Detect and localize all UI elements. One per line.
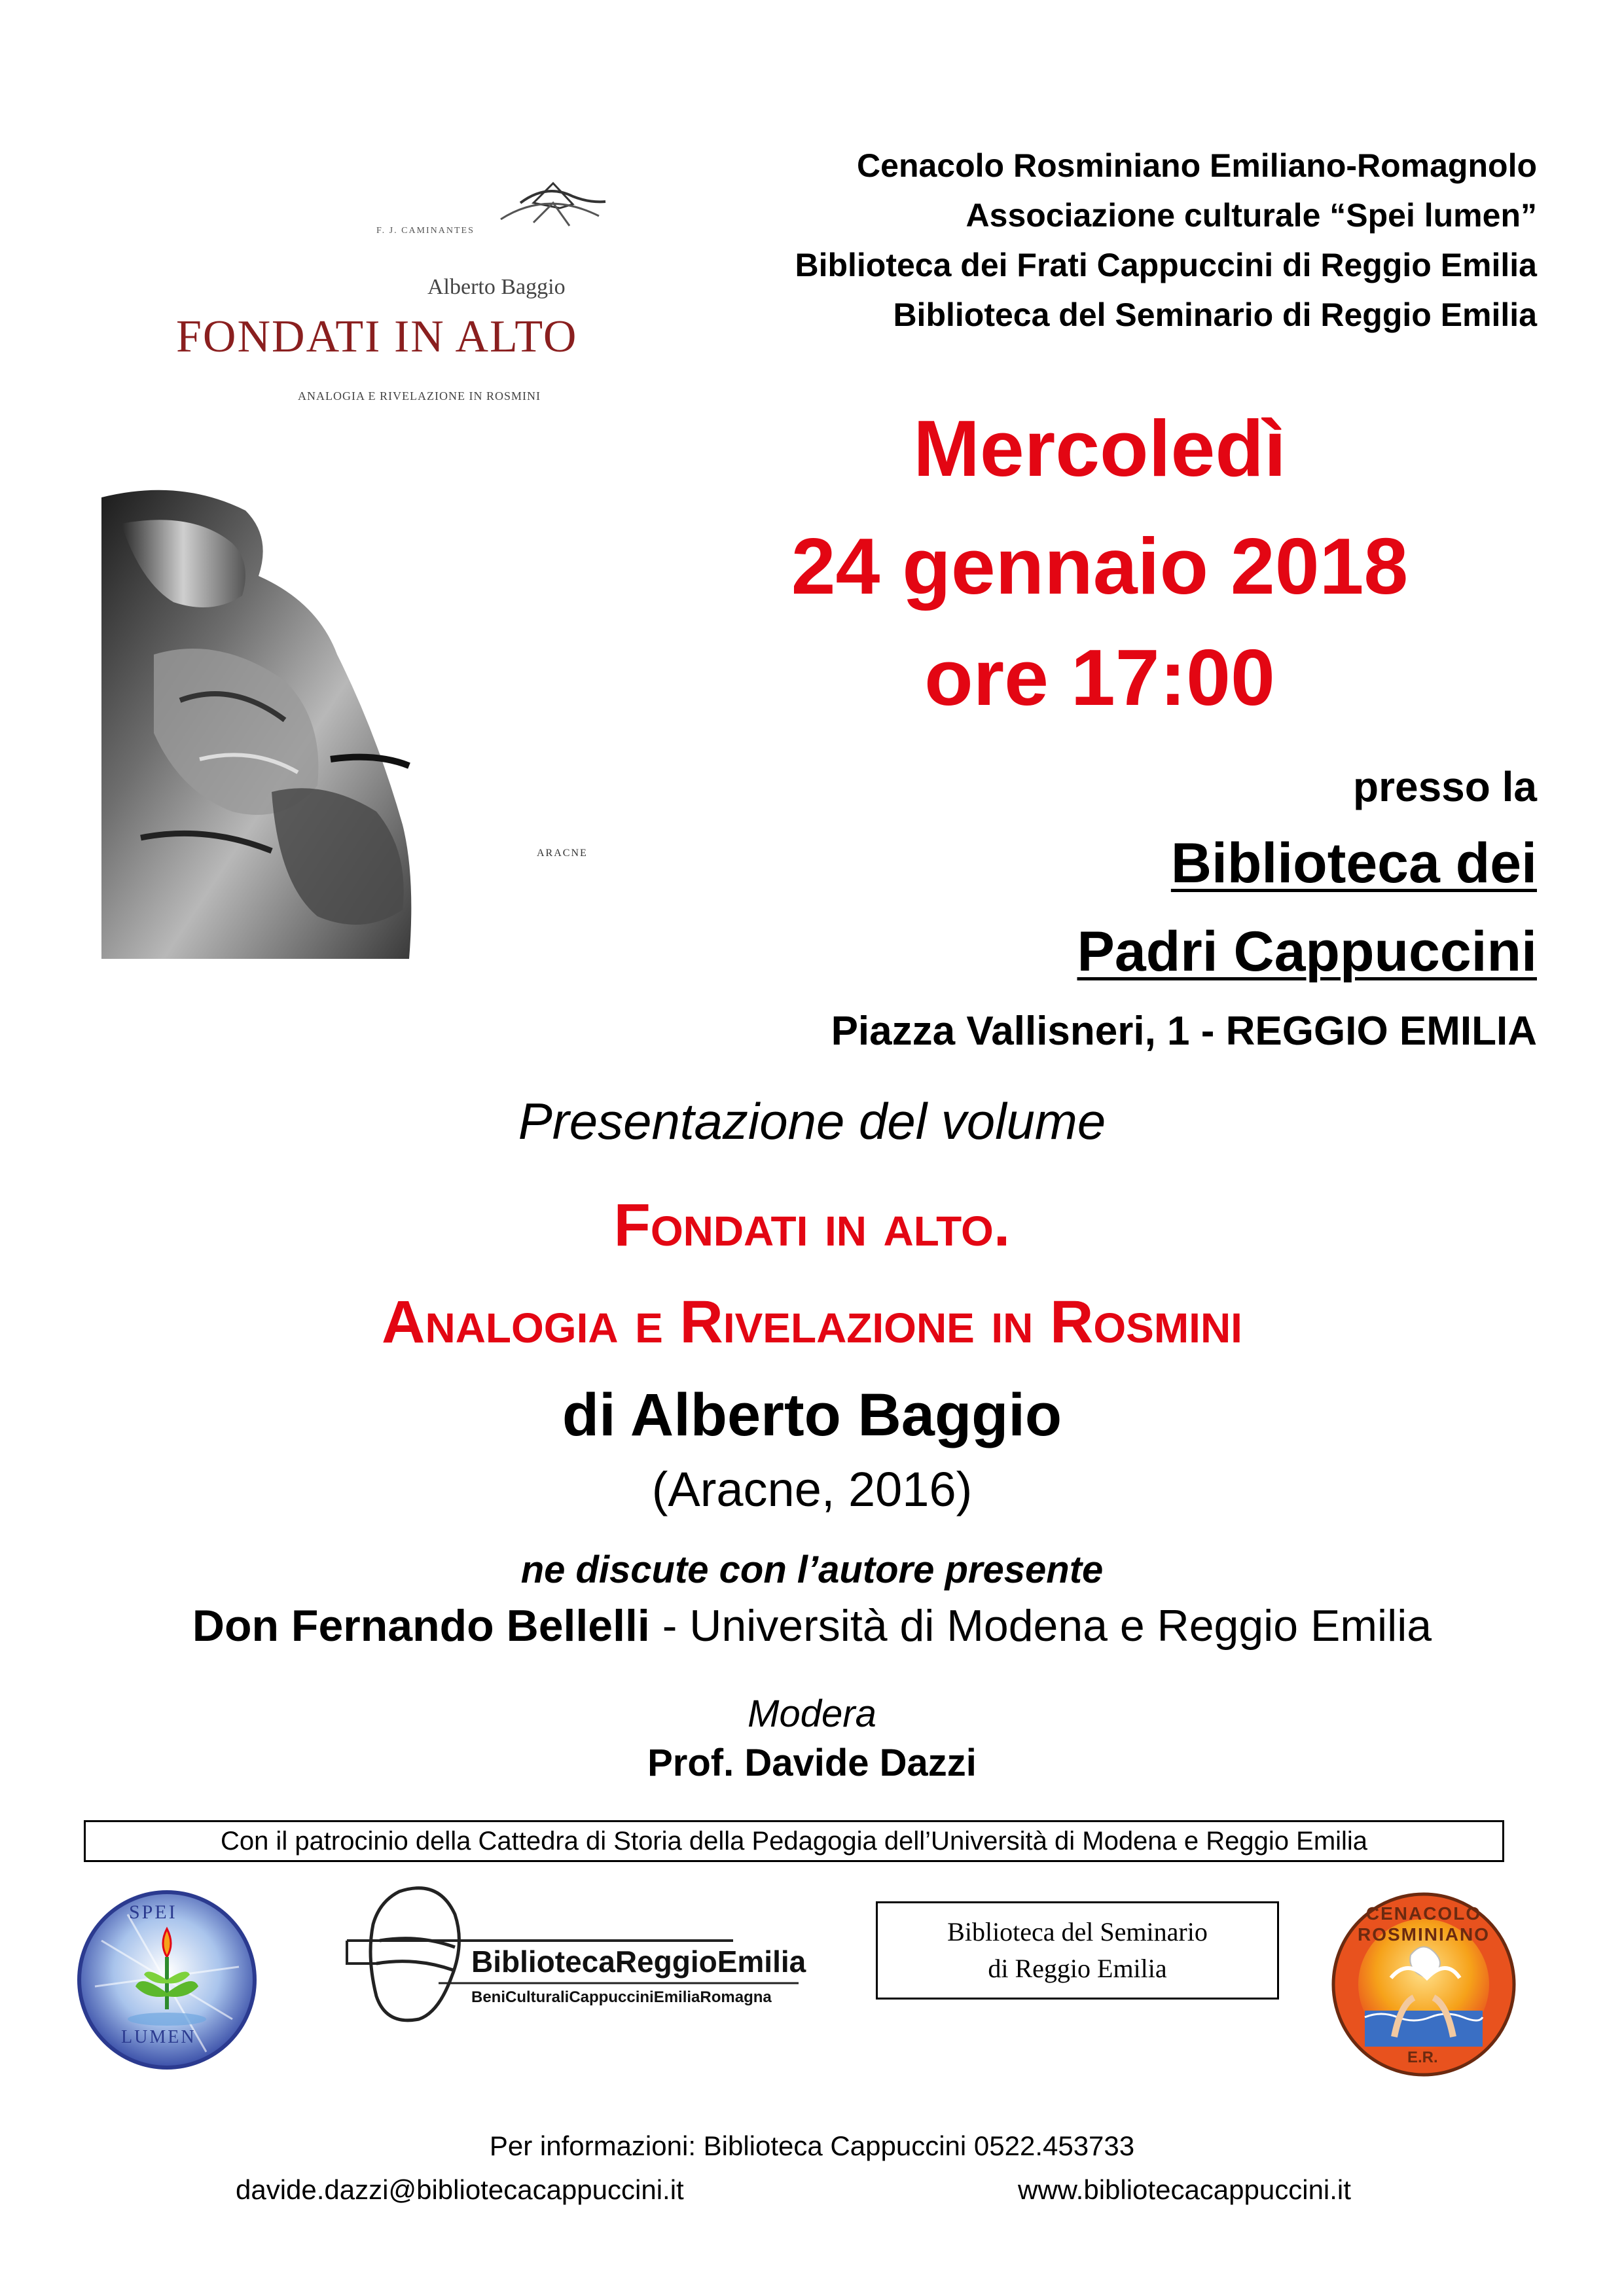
event-date: 24 gennaio 2018: [791, 522, 1409, 611]
organizer-cenacolo: Cenacolo Rosminiano Emiliano-Romagnolo: [857, 147, 1537, 184]
cover-subtitle: ANALOGIA E RIVELAZIONE IN ROSMINI: [298, 389, 541, 403]
spei-lumen-top-text: SPEI: [129, 1901, 177, 1923]
moderator-name: Prof. Davide Dazzi: [647, 1742, 977, 1784]
discussant-affiliation: - Università di Modena e Reggio Emilia: [649, 1601, 1432, 1651]
event-day: Mercoledì: [913, 404, 1286, 493]
footer-info: Per informazioni: Biblioteca Cappuccini 0522.453733: [489, 2130, 1135, 2161]
organizer-biblioteca-cappuccini: Biblioteca dei Frati Cappuccini di Reggio Emilia: [795, 247, 1537, 283]
discussant-intro: ne discute con l’autore presente: [520, 1549, 1104, 1591]
organizer-biblioteca-seminario: Biblioteca del Seminario di Reggio Emilia: [893, 296, 1537, 333]
event-time: ore 17:00: [924, 633, 1275, 722]
book-publisher-year: (Aracne, 2016): [651, 1462, 973, 1516]
book-author: di Alberto Baggio: [562, 1382, 1062, 1448]
discussant-line: [0, 1600, 1624, 1651]
seminario-line1: Biblioteca del Seminario: [947, 1917, 1208, 1946]
cover-statue-photo: [101, 484, 625, 959]
book-cover: [101, 131, 625, 959]
moderator-intro: Modera: [748, 1693, 876, 1735]
spei-lumen-logo: [75, 1888, 259, 2072]
biblioteca-logo-subtitle: BeniCulturaliCappucciniEmiliaRomagna: [471, 1988, 772, 2006]
cover-series: F. J. CAMINANTES: [376, 226, 475, 236]
cover-title: FONDATI IN ALTO: [176, 312, 578, 362]
venue-intro: presso la: [1352, 763, 1537, 810]
book-cover-header: [101, 131, 625, 429]
footer-website[interactable]: www.bibliotecacappuccini.it: [1018, 2174, 1351, 2205]
patronage-box: Con il patrocinio della Cattedra di Storia della Pedagogia dell’Università di Modena e Reggio Emilia: [84, 1820, 1504, 1862]
discussant-name: Don Fernando Bellelli: [192, 1601, 650, 1651]
cover-publisher: ARACNE: [537, 848, 588, 859]
organizer-spei-lumen: Associazione culturale “Spei lumen”: [965, 197, 1537, 234]
cenacolo-arc-text: CENACOLO ROSMINIANO: [1358, 1903, 1490, 1945]
footer-email[interactable]: davide.dazzi@bibliotecacappuccini.it: [236, 2174, 684, 2205]
cenacolo-er-text: E.R.: [1407, 2049, 1438, 2066]
cenacolo-rosminiano-logo: [1329, 1886, 1519, 2083]
book-title-line2: Analogia e Rivelazione in Rosmini: [382, 1289, 1242, 1355]
biblioteca-reggio-emilia-logo: [340, 1878, 812, 2029]
seminario-logo-box: [876, 1901, 1279, 2000]
venue-address: Piazza Vallisneri, 1 - REGGIO EMILIA: [831, 1009, 1537, 1054]
seminario-line2: di Reggio Emilia: [988, 1954, 1167, 1983]
venue-name-line1: Biblioteca dei: [1170, 832, 1537, 895]
spei-lumen-bottom-text: LUMEN: [121, 2027, 196, 2047]
cover-author: Alberto Baggio: [427, 275, 566, 299]
book-title-line1: Fondati in alto.: [613, 1192, 1011, 1259]
venue-name-line2: Padri Cappuccini: [1077, 920, 1537, 983]
presentation-intro: Presentazione del volume: [518, 1092, 1106, 1150]
biblioteca-logo-title: BibliotecaReggioEmilia: [471, 1945, 806, 1979]
